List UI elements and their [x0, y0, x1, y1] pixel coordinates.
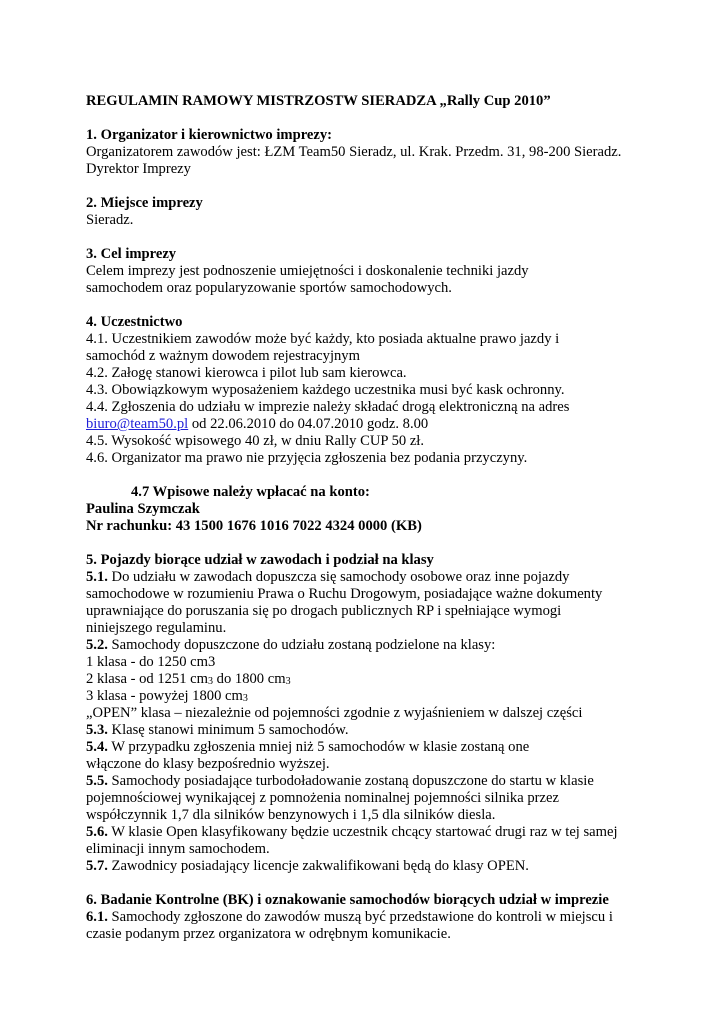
paragraph-number: 5.5.: [86, 773, 108, 789]
section-5-heading: 5. Pojazdy biorące udział w zawodach i podział na klasy: [86, 552, 434, 568]
paragraph-5-1-line: niniejszego regulaminu.: [86, 620, 227, 636]
class-3-line: 3 klasa - powyżej 1800 cm3: [86, 688, 248, 704]
open-class-line: „OPEN” klasa – niezależnie od pojemności zgodnie z wyjaśnieniem w dalszej części: [86, 705, 583, 721]
section-2-line: Sieradz.: [86, 212, 134, 228]
paragraph-number: 5.6.: [86, 824, 108, 840]
section-4-line: 4.3. Obowiązkowym wyposażeniem każdego uczestnika musi być kask ochronny.: [86, 382, 565, 398]
paragraph-5-3: 5.3. Klasę stanowi minimum 5 samochodów.: [86, 722, 349, 738]
section-4-email-line: [86, 416, 646, 433]
paragraph-5-5-line: współczynnik 1,7 dla silników benzynowych i 1,5 dla silników diesla.: [86, 807, 496, 823]
section-1-heading: 1. Organizator i kierownictwo imprezy:: [86, 127, 333, 143]
section-6-heading: 6. Badanie Kontrolne (BK) i oznakowanie samochodów biorących udział w imprezie: [86, 892, 609, 908]
section-4-line: 4.6. Organizator ma prawo nie przyjęcia zgłoszenia bez podania przyczyny.: [86, 450, 528, 466]
document-title: REGULAMIN RAMOWY MISTRZOSTW SIERADZA „Rally Cup 2010”: [86, 93, 551, 109]
section-4-7-heading: 4.7 Wpisowe należy wpłacać na konto:: [131, 484, 370, 500]
section-4-heading: 4. Uczestnictwo: [86, 314, 183, 330]
paragraph-6-1: 6.1. Samochody zgłoszone do zawodów muszą być przedstawione do kontroli w miejscu i: [86, 909, 613, 925]
section-3-heading: 3. Cel imprezy: [86, 246, 177, 262]
paragraph-number: 5.1.: [86, 569, 108, 585]
paragraph-5-1-line: samochodowe w rozumieniu Prawa o Ruchu Drogowym, posiadające ważne dokumenty: [86, 586, 603, 602]
class-1-line: 1 klasa - do 1250 cm3: [86, 654, 216, 670]
section-4-line: 4.1. Uczestnikiem zawodów może być każdy, kto posiada aktualne prawo jazdy i: [86, 331, 560, 347]
section-4-line: 4.4. Zgłoszenia do udziału w imprezie należy składać drogą elektroniczną na adres: [86, 399, 570, 415]
email-link[interactable]: biuro@team50.pl: [86, 416, 189, 432]
paragraph-5-1-line: uprawniające do poruszania się po drogach publicznych RP i spełniające wymogi: [86, 603, 562, 619]
section-4-line: 4.5. Wysokość wpisowego 40 zł, w dniu Rally CUP 50 zł.: [86, 433, 425, 449]
paragraph-5-5-line: pojemnościowej wynikającej z pomnożenia nominalnej pojemności silnika przez: [86, 790, 559, 806]
paragraph-5-4-line: włączone do klasy bezpośrednio wyższej.: [86, 756, 330, 772]
section-2-heading: 2. Miejsce imprezy: [86, 195, 203, 211]
account-number: Nr rachunku: 43 1500 1676 1016 7022 4324 0000 (KB): [86, 518, 422, 534]
email-line-rest: od 22.06.2010 do 04.07.2010 godz. 8.00: [188, 416, 429, 432]
document-page: [86, 93, 646, 943]
paragraph-5-4: 5.4. W przypadku zgłoszenia mniej niż 5 samochodów w klasie zostaną one: [86, 739, 530, 755]
paragraph-number: 5.4.: [86, 739, 108, 755]
section-3-line: samochodem oraz popularyzowanie sportów samochodowych.: [86, 280, 452, 296]
paragraph-5-2: 5.2. Samochody dopuszczone do udziału zostaną podzielone na klasy:: [86, 637, 496, 653]
paragraph-number: 5.2.: [86, 637, 108, 653]
account-holder-name: Paulina Szymczak: [86, 501, 200, 517]
paragraph-5-6: 5.6. W klasie Open klasyfikowany będzie uczestnik chcący startować drugi raz w tej samej: [86, 824, 618, 840]
class-2-line: 2 klasa - od 1251 cm3 do 1800 cm3: [86, 671, 291, 687]
paragraph-5-1: 5.1. Do udziału w zawodach dopuszcza się samochody osobowe oraz inne pojazdy: [86, 569, 570, 585]
paragraph-number: 6.1.: [86, 909, 108, 925]
paragraph-5-7: 5.7. Zawodnicy posiadający licencje zakwalifikowani będą do klasy OPEN.: [86, 858, 529, 874]
section-4-line: 4.2. Załogę stanowi kierowca i pilot lub sam kierowca.: [86, 365, 407, 381]
section-3-line: Celem imprezy jest podnoszenie umiejętności i doskonalenie techniki jazdy: [86, 263, 529, 279]
paragraph-number: 5.3.: [86, 722, 108, 738]
paragraph-number: 5.7.: [86, 858, 108, 874]
paragraph-5-6-line: eliminacji innym samochodem.: [86, 841, 270, 857]
section-1-line: Organizatorem zawodów jest: ŁZM Team50 Sieradz, ul. Krak. Przedm. 31, 98-200 Sieradz.: [86, 144, 622, 160]
section-4-line: samochód z ważnym dowodem rejestracyjnym: [86, 348, 360, 364]
section-1-line: Dyrektor Imprezy: [86, 161, 191, 177]
paragraph-5-5: 5.5. Samochody posiadające turbodoładowanie zostaną dopuszczone do startu w klasie: [86, 773, 594, 789]
paragraph-6-1-line: czasie podanym przez organizatora w odrębnym komunikacie.: [86, 926, 451, 942]
